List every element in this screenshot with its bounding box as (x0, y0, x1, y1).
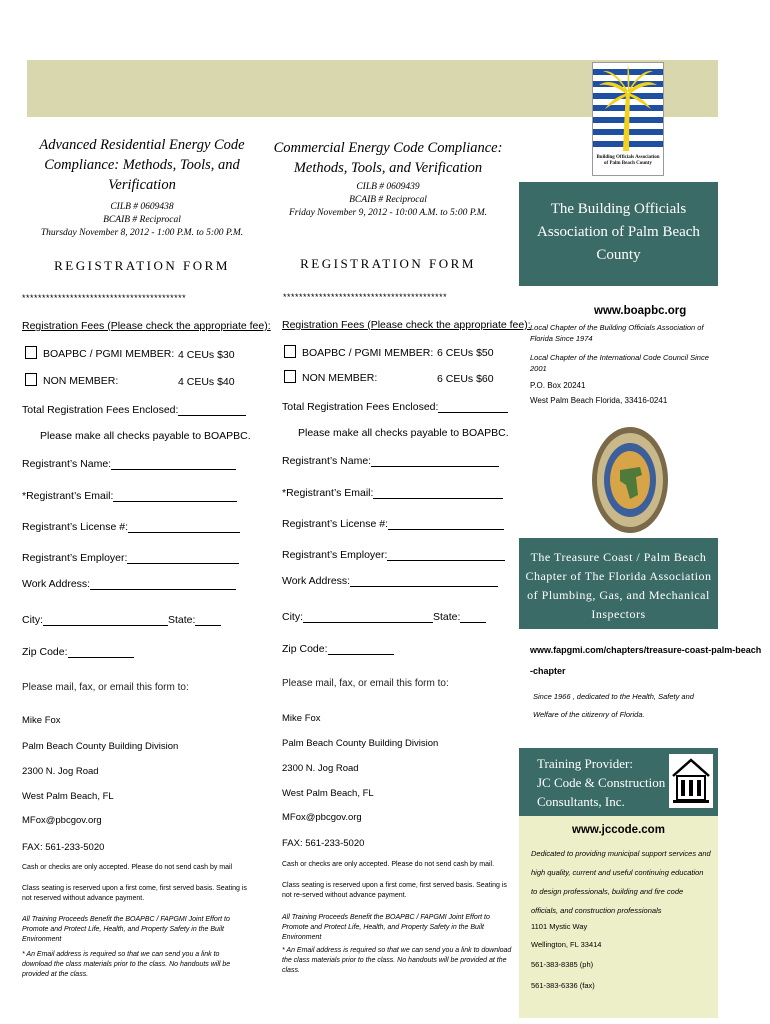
boa-city: West Palm Beach Florida, 33416-0241 (530, 396, 668, 405)
col1-title-line2: Compliance: Methods, Tools, and (44, 157, 240, 173)
fapgmi-since-note: Since 1966 , dedicated to the Health, Safety and Welfare of the citizenry of Florida. (533, 692, 694, 719)
col2-employer-row[interactable] (282, 549, 505, 561)
col1-email: MFox@pbcgov.org (22, 815, 102, 826)
boa-po-box: P.O. Box 20241 (530, 381, 586, 390)
provider-line1: Training Provider: (537, 756, 633, 771)
col1-total-label: Total Registration Fees Enclosed: (22, 404, 179, 416)
palm-tree-icon (593, 63, 663, 155)
col2-city-label: City: (282, 611, 303, 623)
col1-license-label: Registrant’s License #: (22, 521, 129, 533)
col2-name-row[interactable] (282, 455, 499, 467)
boapbc-logo (592, 62, 664, 176)
fapgmi-url-line2[interactable]: -chapter (530, 666, 566, 676)
col1-city-label: City: (22, 614, 43, 626)
col2-email-note: * An Email address is required so that we can send you a link to download the class materials prior to the class. No handouts will be provided at the class. (282, 947, 512, 974)
col2-title-line1: Commercial Energy Code Compliance: (273, 140, 503, 156)
col2-course-info (268, 181, 508, 220)
col2-work-row[interactable] (282, 575, 498, 587)
col1-mail-label: Please mail, fax, or email this form to: (22, 682, 189, 693)
col2-name-label: Registrant’s Name: (282, 455, 372, 467)
col1-date: Thursday November 8, 2012 - 1:00 P.M. to 5:00 P.M. (40, 228, 244, 238)
col2-bcaib: BCAIB # Reciprocal (349, 195, 427, 205)
col1-fax: FAX: 561-233-5020 (22, 842, 105, 853)
col2-license-label: Registrant’s License #: (282, 518, 389, 530)
col2-checks-note: Please make all checks payable to BOAPBC. (298, 427, 509, 439)
fapgmi-url-line1[interactable]: www.fapgmi.com/chapters/treasure-coast-palm-beach (530, 645, 762, 655)
col2-member-option[interactable] (284, 345, 433, 359)
col1-cash-note: Cash or checks are only accepted. Please do not send cash by mail (22, 864, 233, 871)
col2-name-field[interactable] (371, 456, 499, 467)
col1-nonmember-option[interactable] (25, 373, 118, 387)
col2-nonmember-checkbox[interactable] (284, 370, 296, 383)
col2-zip-row[interactable] (282, 643, 394, 655)
col2-member-fee: 6 CEUs $50 (437, 347, 494, 359)
col2-state-field[interactable] (460, 612, 486, 623)
col2-title-line2: Methods, Tools, and Verification (293, 160, 483, 176)
col1-email-field[interactable] (113, 491, 237, 502)
col1-member-checkbox[interactable] (25, 346, 37, 359)
col2-contact-name: Mike Fox (282, 713, 321, 724)
col1-work-row[interactable] (22, 578, 236, 590)
col2-nonmember-label: NON MEMBER: (302, 372, 378, 384)
jccode-logo (669, 754, 713, 808)
col1-nonmember-label: NON MEMBER: (43, 375, 119, 387)
col1-course-title (22, 135, 262, 195)
col2-city: West Palm Beach, FL (282, 788, 374, 799)
col1-nonmember-fee: 4 CEUs $40 (178, 376, 235, 388)
col1-email-label: *Registrant’s Email: (22, 490, 114, 502)
col1-employer-field[interactable] (127, 553, 239, 564)
jccode-street: 1101 Mystic Way (531, 922, 588, 931)
col1-nonmember-checkbox[interactable] (25, 373, 37, 386)
col2-stars: ***************************************** (283, 292, 448, 302)
col1-name-label: Registrant’s Name: (22, 458, 112, 470)
col1-city: West Palm Beach, FL (22, 791, 114, 802)
col1-name-field[interactable] (111, 459, 236, 470)
col2-email-label: *Registrant’s Email: (282, 487, 374, 499)
col2-work-label: Work Address: (282, 575, 351, 587)
col1-work-field[interactable] (90, 579, 236, 590)
col1-division: Palm Beach County Building Division (22, 741, 179, 752)
jccode-fax: 561-383-6336 (fax) (531, 981, 595, 990)
col1-employer-row[interactable] (22, 552, 239, 564)
jccode-phone: 561-383-8385 (ph) (531, 960, 594, 969)
col1-title-line1: Advanced Residential Energy Code (39, 137, 245, 153)
col1-zip-row[interactable] (22, 646, 134, 658)
col1-city-field[interactable] (43, 615, 168, 626)
col2-form-title: REGISTRATION FORM (300, 256, 476, 271)
col2-zip-field[interactable] (328, 644, 394, 655)
col2-member-checkbox[interactable] (284, 345, 296, 358)
logo-caption-line2: of Palm Beach County (604, 161, 652, 166)
col2-member-label: BOAPBC / PGMI MEMBER: (302, 347, 434, 359)
col1-email-row[interactable] (22, 490, 237, 502)
col2-division: Palm Beach County Building Division (282, 738, 439, 749)
fapgmi-seal (590, 425, 670, 535)
col1-seating-note: Class seating is reserved upon a first come, first served basis. Seating is not reserved without advance payment. (22, 885, 247, 902)
jccode-city: Wellington, FL 33414 (531, 940, 602, 949)
col2-nonmember-fee: 6 CEUs $60 (437, 373, 494, 385)
col1-cilb: CILB # 0609438 (110, 202, 174, 212)
col1-city-row[interactable] (22, 614, 221, 626)
col2-employer-field[interactable] (387, 550, 505, 561)
col2-total-field[interactable] (438, 402, 508, 413)
col2-seating-note: Class seating is reserved upon a first come, first served basis. Seating is not re-served without advance payment. (282, 882, 507, 899)
training-provider-box (519, 748, 718, 816)
col1-total-row[interactable] (22, 404, 246, 416)
col1-checks-note: Please make all checks payable to BOAPBC. (40, 430, 251, 442)
fapgmi-title-box: The Treasure Coast / Palm Beach Chapter of The Florida Association of Plumbing, Gas, and Mechanical Inspectors (519, 538, 718, 629)
col2-zip-label: Zip Code: (282, 643, 328, 655)
jccode-info-box (519, 816, 718, 1018)
col1-member-option[interactable] (25, 346, 174, 360)
col2-license-row[interactable] (282, 518, 504, 530)
provider-line3: Consultants, Inc. (537, 794, 625, 809)
col2-cilb: CILB # 0609439 (356, 182, 420, 192)
col1-zip-label: Zip Code: (22, 646, 68, 658)
col1-title-line3: Verification (108, 177, 176, 193)
col2-email-row[interactable] (282, 487, 503, 499)
col1-email-note: * An Email address is required so that we can send you a link to download the class materials prior to the class. No handouts will be provided at the class. (22, 951, 231, 978)
col2-mail-label: Please mail, fax, or email this form to: (282, 678, 449, 689)
col1-work-label: Work Address: (22, 578, 91, 590)
col2-fax: FAX: 561-233-5020 (282, 838, 365, 849)
jccode-description: Dedicated to providing municipal support services and high quality, current and useful continuing education to design professionals, building and fire code officials, and construction professionals (531, 849, 711, 915)
col2-license-field[interactable] (388, 519, 504, 530)
col1-state-field[interactable] (195, 615, 221, 626)
col2-city-row[interactable] (282, 611, 486, 623)
col1-total-field[interactable] (178, 405, 246, 416)
col2-employer-label: Registrant’s Employer: (282, 549, 388, 561)
col2-nonmember-option[interactable] (284, 370, 377, 384)
col2-date: Friday November 9, 2012 - 10:00 A.M. to 5:00 P.M. (288, 208, 488, 218)
col1-license-row[interactable] (22, 521, 240, 533)
col1-name-row[interactable] (22, 458, 236, 470)
col2-email-field[interactable] (373, 488, 503, 499)
col2-work-field[interactable] (350, 576, 498, 587)
col2-total-row[interactable] (282, 401, 508, 413)
col2-total-label: Total Registration Fees Enclosed: (282, 401, 439, 413)
col1-contact-name: Mike Fox (22, 715, 61, 726)
col1-member-label: BOAPBC / PGMI MEMBER: (43, 348, 175, 360)
seal-icon (590, 425, 670, 535)
col1-fees-heading: Registration Fees (Please check the appropriate fee): (22, 320, 271, 332)
col2-cash-note: Cash or checks are only accepted. Please do not send cash by mail. (282, 861, 495, 868)
col2-fees-heading: Registration Fees (Please check the appropriate fee): (282, 319, 531, 331)
col1-license-field[interactable] (128, 522, 240, 533)
col2-proceeds-note: All Training Proceeds Benefit the BOAPBC / FAPGMI Joint Effort to Promote and Protect Life, Health, and Property Safety in the Built Environment (282, 914, 490, 941)
boa-title-box: The Building Officials Association of Palm Beach County (519, 182, 718, 286)
logo-caption-line1: Building Officials Association (596, 155, 660, 160)
col2-email: MFox@pbcgov.org (282, 812, 362, 823)
col1-member-fee: 4 CEUs $30 (178, 349, 235, 361)
col1-bcaib: BCAIB # Reciprocal (103, 215, 181, 225)
boa-chapter-note: Local Chapter of the Building Officials Association of Florida Since 1974 (530, 323, 704, 343)
col1-proceeds-note: All Training Proceeds Benefit the BOAPBC / FAPGMI Joint Effort to Promote and Protect Life, Health, and Property Safety in the Built Environment (22, 916, 230, 943)
col1-employer-label: Registrant’s Employer: (22, 552, 128, 564)
col1-zip-field[interactable] (68, 647, 134, 658)
col1-course-info (22, 201, 262, 240)
col1-street: 2300 N. Jog Road (22, 766, 99, 777)
col2-course-title (268, 138, 508, 178)
col1-stars: ***************************************** (22, 293, 187, 303)
icc-chapter-note: Local Chapter of the International Code Council Since 2001 (530, 353, 709, 373)
col1-form-title: REGISTRATION FORM (54, 258, 230, 273)
logo-caption (593, 155, 663, 175)
building-icon (669, 754, 713, 808)
boa-website-link[interactable]: www.boapbc.org (594, 305, 687, 317)
jccode-website[interactable]: www.jccode.com (572, 824, 665, 836)
col2-city-field[interactable] (303, 612, 433, 623)
provider-line2: JC Code & Construction (537, 775, 666, 790)
col1-state-label: State: (168, 614, 196, 626)
col2-state-label: State: (433, 611, 461, 623)
col2-street: 2300 N. Jog Road (282, 763, 359, 774)
